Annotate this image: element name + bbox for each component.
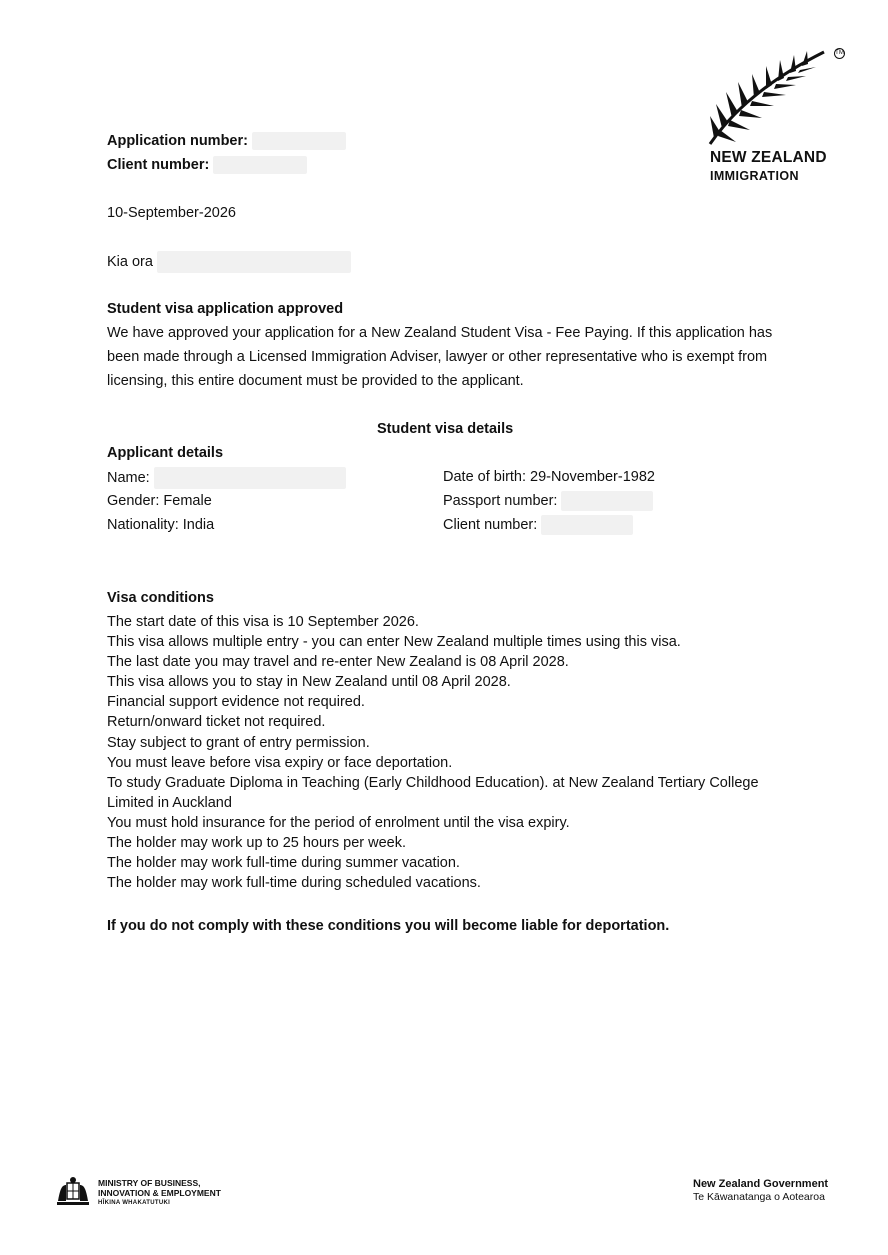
logo-text-new-zealand: NEW ZEALAND	[710, 149, 827, 166]
applicant-name: Name:	[107, 467, 346, 489]
condition-item: The holder may work full-time during scheduled vacations.	[107, 875, 481, 892]
recipient-name-redacted	[157, 251, 351, 273]
applicant-passport: Passport number:	[443, 491, 653, 511]
applicant-nationality: Nationality: India	[107, 517, 215, 533]
condition-item: You must hold insurance for the period of enrolment until the visa expiry.	[107, 814, 570, 831]
visa-conditions-heading: Visa conditions	[107, 590, 214, 606]
application-number-redacted	[252, 132, 346, 150]
nz-government-title: New Zealand Government	[693, 1178, 829, 1190]
condition-item: This visa allows you to stay in New Zealand until 08 April 2028.	[107, 674, 511, 691]
coat-of-arms-icon	[54, 1175, 92, 1209]
client-number-label: Client number:	[107, 155, 307, 175]
condition-item: The holder may work up to 25 hours per week.	[107, 835, 407, 852]
deportation-warning: If you do not comply with these conditions you will become liable for deportation.	[107, 918, 670, 934]
condition-item: To study Graduate Diploma in Teaching (Early Childhood Education). at New Zealand Tertiary College	[107, 774, 759, 791]
details-section-title: Student visa details	[377, 421, 514, 437]
applicant-client-number-redacted	[541, 515, 633, 535]
condition-item: Limited in Auckland	[107, 794, 232, 811]
mbie-logo	[54, 1175, 254, 1211]
mbie-line1: MINISTRY OF BUSINESS,	[98, 1178, 201, 1188]
mbie-line3: HĪKINA WHAKATUTUKI	[98, 1200, 171, 1206]
condition-item: The holder may work full-time during summer vacation.	[107, 855, 460, 872]
applicant-name-redacted	[154, 467, 346, 489]
condition-item: Stay subject to grant of entry permission.	[107, 734, 370, 751]
applicant-details-heading: Applicant details	[107, 445, 224, 461]
letter-date: 10-September-2026	[107, 205, 236, 221]
application-number-label: Application number:	[107, 131, 346, 151]
silver-fern-icon	[706, 46, 836, 146]
approval-body: We have approved your application for a New Zealand Student Visa - Fee Paying. If this application has been made through a Licensed Immigration Adviser, lawyer or other representative who is exempt from licensing, this entire document must be provided to the applicant.	[107, 325, 773, 389]
nz-immigration-logo	[706, 46, 846, 186]
logo-text-immigration: IMMIGRATION	[710, 169, 799, 183]
client-number-redacted	[213, 156, 307, 174]
condition-item: The start date of this visa is 10 September 2026.	[107, 614, 419, 630]
condition-item: Financial support evidence not required.	[107, 694, 365, 711]
visa-conditions-list	[107, 612, 827, 893]
nz-government-maori: Te Kāwanatanga o Aotearoa	[693, 1191, 825, 1203]
mbie-line2: INNOVATION & EMPLOYMENT	[98, 1188, 221, 1198]
condition-item: This visa allows multiple entry - you can enter New Zealand multiple times using this visa.	[107, 634, 681, 651]
applicant-dob: Date of birth: 29-November-1982	[443, 469, 655, 485]
applicant-client-number: Client number:	[443, 515, 633, 535]
applicant-gender: Gender: Female	[107, 493, 212, 509]
approval-heading: Student visa application approved	[107, 301, 344, 317]
trademark-mark: TM	[834, 48, 845, 59]
condition-item: You must leave before visa expiry or face deportation.	[107, 754, 453, 771]
condition-item: The last date you may travel and re-enter New Zealand is 08 April 2028.	[107, 654, 569, 671]
greeting: Kia ora	[107, 251, 351, 273]
condition-item: Return/onward ticket not required.	[107, 714, 326, 731]
passport-number-redacted	[561, 491, 653, 511]
